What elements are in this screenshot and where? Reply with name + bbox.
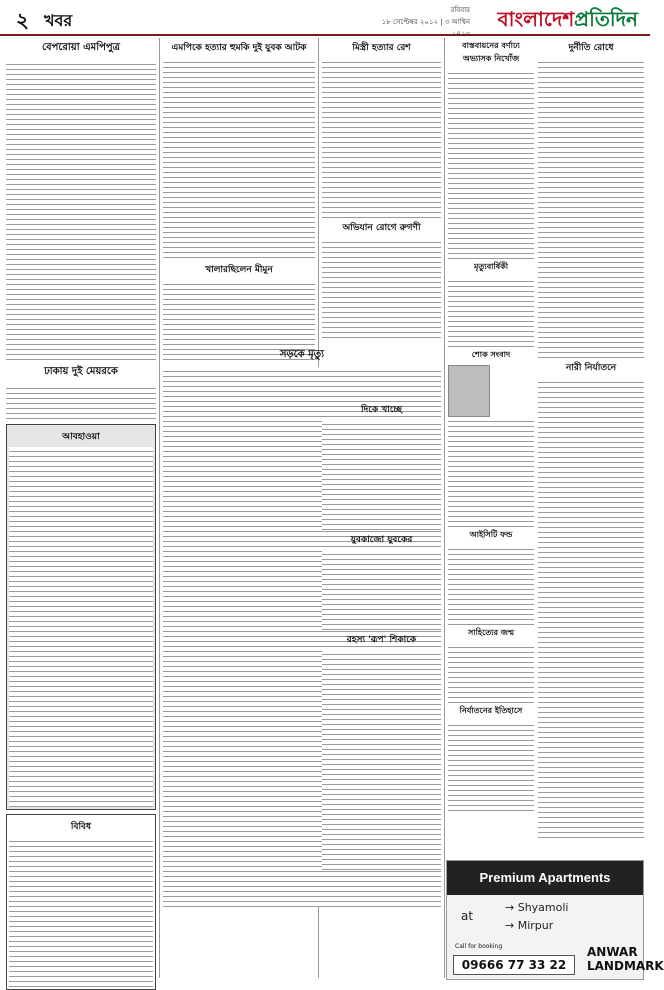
column-5 (538, 38, 644, 984)
headline: যুবকাজো যুবকের (350, 535, 413, 545)
headline: শোক সংবাদ (471, 350, 511, 359)
headline: আবহাওয়া (62, 432, 100, 442)
ad-logo: ANWAR LANDMARK (587, 945, 664, 973)
weather-box (6, 424, 156, 810)
ad-title: Premium Apartments (447, 861, 643, 895)
headline: মিস্ত্রী হত্যার রেশ (352, 43, 411, 53)
brand-logo: বাংলাদেশপ্রতিদিন (497, 7, 638, 31)
article-body (448, 545, 534, 625)
headline: অভিযান রোগে রুগণী (342, 223, 421, 233)
article-body (448, 69, 534, 259)
advertisement[interactable] (446, 860, 664, 980)
article-body (322, 650, 441, 870)
headline: দুর্নীতি রোধে (568, 43, 614, 53)
headline: সড়কে মৃত্যু (279, 349, 325, 360)
headline: এমপিকে হত্যার হুমকি দুই যুবক আটক (171, 43, 307, 53)
article-body (448, 417, 534, 527)
date-label: ১৮ সেপ্টেম্বর ২০১২ | ৩ আশ্বিন ১৪২৩ (381, 18, 470, 38)
headline: বিবিধ (70, 822, 92, 832)
article-body (448, 277, 534, 347)
article-body (322, 238, 441, 338)
headline: খালারছিলেন মীমুন (205, 265, 273, 275)
headline: দিকে খাচ্ছে (360, 405, 402, 415)
article-body (322, 58, 441, 218)
article-body (538, 58, 644, 358)
headline: রহস্য 'রূপ' শিকাকে (346, 635, 417, 645)
page-number: ২ (16, 8, 30, 32)
column-rule (159, 38, 160, 978)
ad-at-label: at (461, 909, 474, 923)
masthead (0, 0, 650, 36)
dateline (380, 4, 470, 40)
article-body (9, 447, 153, 807)
portrait-photo (448, 365, 490, 417)
headline: বাস্তবায়নের বর্ণাঢ্য অভ্যাসক নিখোঁজ (462, 41, 520, 63)
article-body (448, 643, 534, 703)
article-body (322, 550, 441, 630)
headline: নারী নির্যাতনে (565, 363, 617, 373)
article-body (322, 420, 441, 530)
column-rule (444, 38, 445, 978)
ad-location-1: → Shyamoli (505, 901, 569, 914)
column-1 (6, 38, 156, 984)
headline: নির্যাতনের ইতিহাসে (459, 706, 523, 715)
headline: আইসিটি ফন্ড (469, 530, 513, 539)
article-body (448, 721, 534, 811)
headline: সাহিত্যের জন্ম (467, 628, 515, 637)
column-4 (448, 38, 534, 984)
article-body (6, 384, 156, 420)
column-3-lower (322, 400, 441, 984)
ad-call-label: Call for booking (455, 943, 503, 950)
article-body (9, 837, 153, 987)
headline: ঢাকায় দুই মেয়রকে (44, 366, 118, 377)
headline: মৃত্যুবার্ষিকী (473, 262, 509, 271)
ad-phone: 09666 77 33 22 (453, 955, 575, 975)
ad-location-2: → Mirpur (505, 919, 554, 932)
article-body (538, 378, 644, 838)
misc-box (6, 814, 156, 990)
headline: বেপরোয়া এমপিপুত্র (41, 42, 121, 53)
article-body (163, 58, 315, 258)
section-title: খবর (44, 11, 73, 30)
article-body (6, 60, 156, 360)
day-label: রবিবার (450, 6, 470, 14)
